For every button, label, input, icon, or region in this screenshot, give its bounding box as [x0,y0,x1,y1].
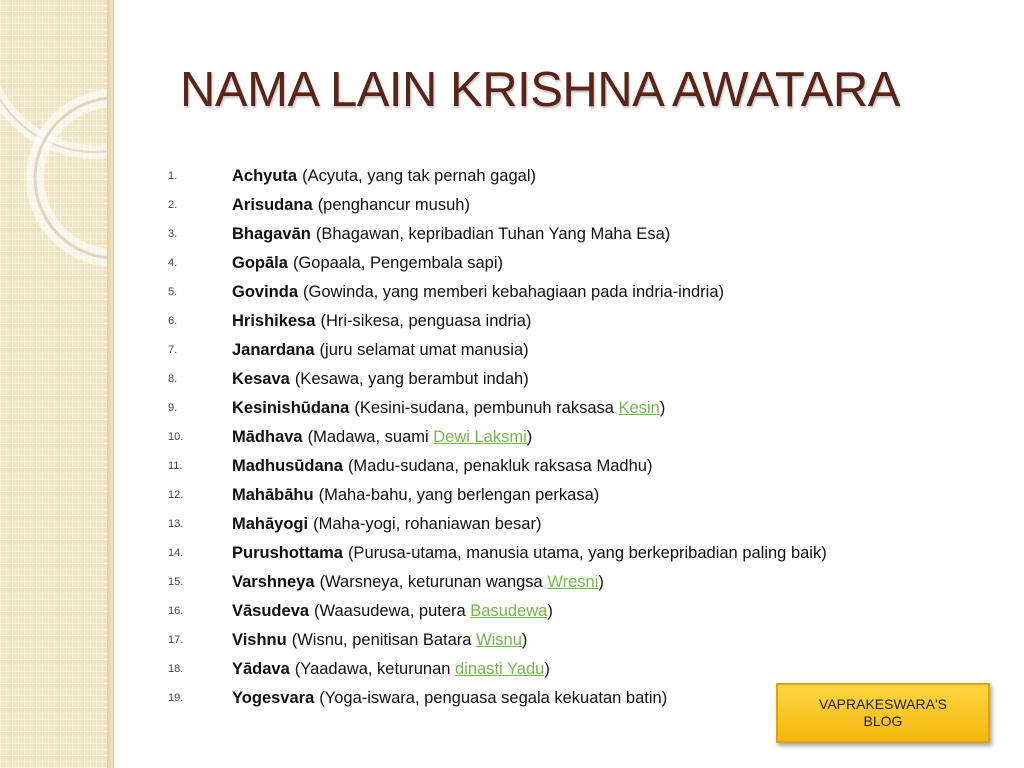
sidebar-edge [107,0,113,768]
item-description: (Bhagawan, kepribadian Tuhan Yang Maha Esa) [315,225,671,243]
item-description: (Purusa-utama, manusia utama, yang berkepribadian paling baik) [347,544,827,562]
item-name: Kesinishūdana [232,399,350,417]
item-body [232,452,652,481]
item-description-end: ) [547,602,553,620]
list-item [168,597,988,626]
item-description: (Wisnu, penitisan Batara [291,631,477,649]
item-description-end: ) [544,660,550,678]
badge-line-1: VAPRAKESWARA'S [819,696,947,712]
item-body [232,423,532,452]
item-number: 10. [168,431,184,443]
item-description: (Maha-yogi, rohaniawan besar) [313,515,542,533]
blog-badge[interactable] [776,683,990,743]
list-item [168,452,988,481]
item-body [232,626,527,655]
ring-ornament-icon [0,0,113,768]
list-item [168,162,988,191]
badge-line-2: BLOG [863,713,903,729]
list-item [168,191,988,220]
item-name: Varshneya [232,573,315,591]
item-description: (juru selamat umat manusia) [319,341,529,359]
item-link[interactable]: Wisnu [476,631,522,649]
item-description: (Yoga-iswara, penguasa segala kekuatan batin) [319,689,668,707]
item-body [232,394,665,423]
item-body [232,220,670,249]
item-name: Mahābāhu [232,486,314,504]
list-item [168,423,988,452]
item-number: 8. [168,373,178,385]
list-item [168,249,988,278]
item-description: (Acyuta, yang tak pernah gagal) [302,167,537,185]
item-name: Gopāla [232,254,288,272]
item-description: (penghancur musuh) [317,196,470,214]
item-description: (Maha-bahu, yang berlengan perkasa) [318,486,600,504]
item-body [232,597,553,626]
item-name: Yogesvara [232,689,315,707]
item-link[interactable]: Basudewa [470,602,548,620]
item-number: 3. [168,228,178,240]
item-number: 7. [168,344,178,356]
item-description-end: ) [659,399,666,417]
item-description-end: ) [521,631,528,649]
list-item [168,336,988,365]
list-item [168,655,988,684]
item-number: 5. [168,286,178,298]
item-number: 4. [168,257,178,269]
item-number: 19. [168,692,184,704]
item-number: 17. [168,634,184,646]
item-body [232,655,550,684]
slide-title: NAMA LAIN KRISHNA AWATARA [180,63,900,117]
list-item [168,626,988,655]
item-number: 6. [168,315,178,327]
item-number: 14. [168,547,184,559]
item-description-end: ) [526,428,533,446]
name-list [168,162,988,713]
list-item [168,568,988,597]
item-name: Vishnu [232,631,287,649]
item-name: Hrishikesa [232,312,316,330]
item-name: Kesava [232,370,290,388]
item-description: (Gopaala, Pengembala sapi) [292,254,503,272]
item-link[interactable]: Wresni [547,573,599,591]
item-body [232,684,667,713]
item-description: (Warsneya, keturunan wangsa [319,573,548,591]
list-item [168,307,988,336]
item-number: 1. [168,170,178,182]
item-description: (Madawa, suami [307,428,434,446]
item-name: Purushottama [232,544,343,562]
item-body [232,510,541,539]
item-name: Mahāyogi [232,515,309,533]
item-number: 15. [168,576,184,588]
item-description: (Kesawa, yang berambut indah) [294,370,529,388]
item-description: (Yaadawa, keturunan [294,660,456,678]
item-description: (Kesini-sudana, pembunuh raksasa [354,399,619,417]
item-description: (Waasudewa, putera [314,602,471,620]
list-item [168,365,988,394]
item-link[interactable]: dinasti Yadu [455,660,545,678]
item-number: 13. [168,518,184,530]
list-item [168,510,988,539]
item-name: Arisudana [232,196,313,214]
item-description: (Hri-sikesa, penguasa indria) [320,312,532,330]
item-number: 9. [168,402,178,414]
item-number: 2. [168,199,178,211]
item-link[interactable]: Dewi Laksmi [433,428,527,446]
item-link[interactable]: Kesin [618,399,660,417]
list-item [168,278,988,307]
list-item [168,481,988,510]
list-item [168,394,988,423]
item-number: 12. [168,489,184,501]
item-name: Bhagavān [232,225,311,243]
item-number: 16. [168,605,184,617]
item-name: Yādava [232,660,290,678]
item-body [232,249,503,278]
list-item [168,220,988,249]
item-number: 11. [168,460,183,472]
item-name: Achyuta [232,167,298,185]
item-body [232,481,599,510]
item-description: (Madu-sudana, penakluk raksasa Madhu) [347,457,653,475]
item-description: (Gowinda, yang memberi kebahagiaan pada indria-indria) [303,283,725,301]
item-body [232,568,604,597]
item-body [232,191,470,220]
decorative-sidebar [0,0,114,768]
item-description-end: ) [598,573,604,591]
item-body [232,278,724,307]
item-name: Govinda [232,283,299,301]
item-name: Mādhava [232,428,303,446]
item-name: Vāsudeva [232,602,310,620]
list-item [168,539,988,568]
item-body [232,539,827,568]
item-body [232,336,529,365]
item-body [232,307,531,336]
item-body [232,365,529,394]
item-body [232,162,536,191]
item-name: Madhusūdana [232,457,343,475]
item-name: Janardana [232,341,315,359]
item-number: 18. [168,663,184,675]
